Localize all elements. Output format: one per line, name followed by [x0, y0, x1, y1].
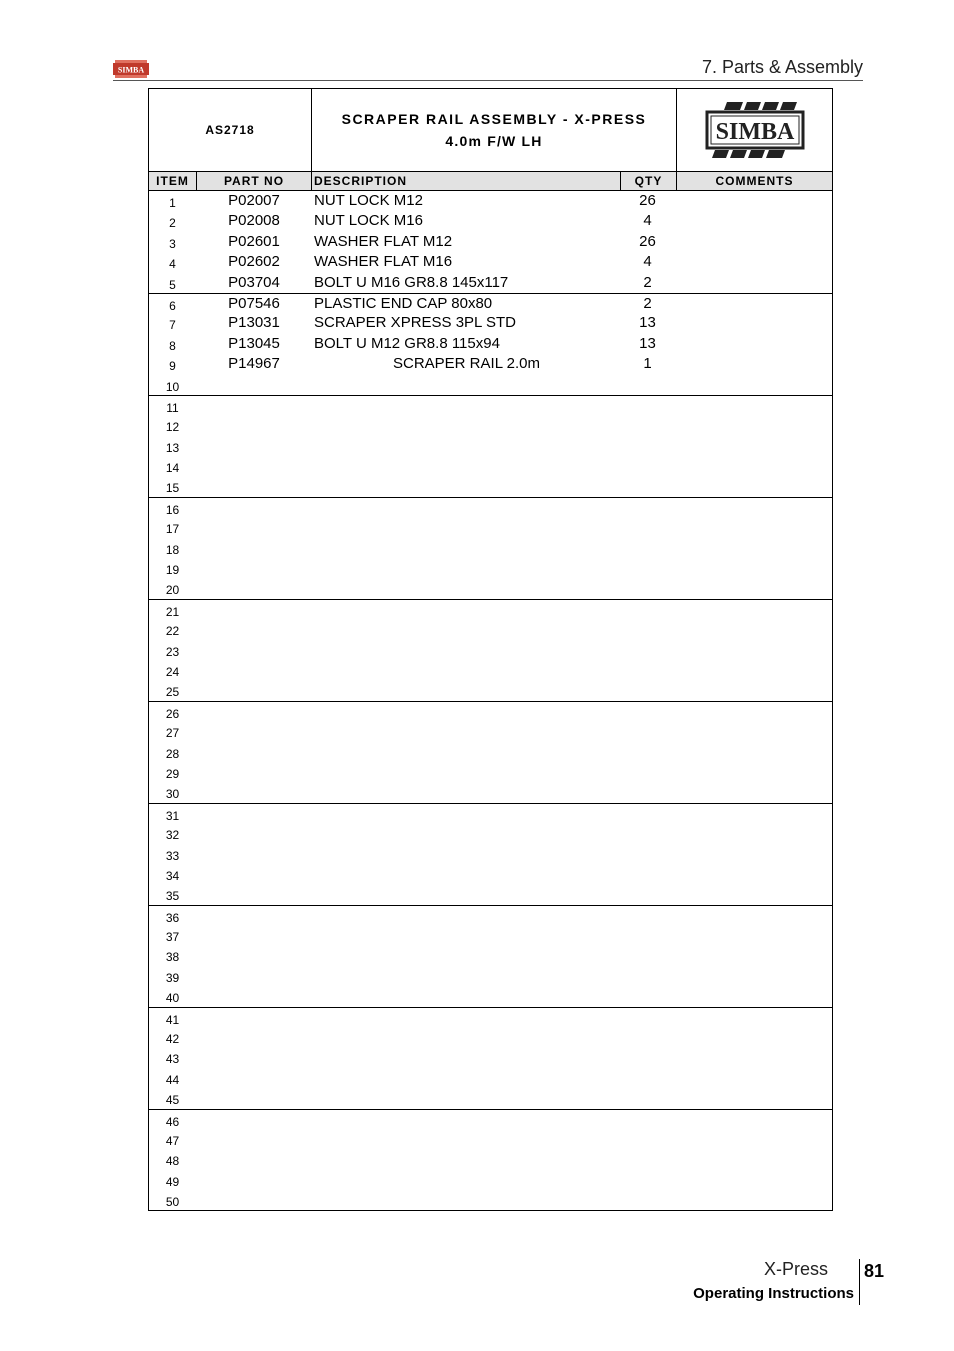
table-row: [149, 395, 832, 415]
row-part-number: [197, 680, 311, 700]
row-quantity: [620, 742, 675, 762]
row-quantity: 4: [643, 212, 652, 230]
row-quantity: [620, 538, 675, 558]
row-quantity: [620, 1110, 675, 1130]
row-item-number: 28: [165, 746, 180, 761]
table-row: [149, 844, 832, 864]
table-row: [149, 313, 832, 333]
row-part-number: [197, 945, 311, 965]
row-part-number: [197, 884, 311, 904]
row-part-number: [197, 498, 311, 518]
table-row: [149, 823, 832, 843]
row-item-number: 18: [165, 542, 180, 557]
row-description: [314, 782, 619, 802]
table-row: [149, 742, 832, 762]
row-item-number: 34: [165, 868, 180, 883]
row-item-number: 49: [165, 1174, 180, 1189]
row-quantity: [620, 1170, 675, 1190]
table-row: [149, 762, 832, 782]
row-item-number: 21: [165, 604, 180, 619]
page-number: 81: [859, 1259, 884, 1305]
row-part-number: [197, 517, 311, 537]
row-part-number: [197, 782, 311, 802]
row-quantity: [620, 945, 675, 965]
row-item-number: 36: [165, 910, 180, 925]
row-part-number: [197, 619, 311, 639]
row-quantity: [620, 619, 675, 639]
row-description: [314, 578, 619, 598]
table-row: [149, 905, 832, 925]
table-row: [149, 191, 832, 211]
row-item-number: 4: [169, 257, 176, 272]
row-description: [314, 1129, 619, 1149]
row-item-number: 14: [165, 461, 180, 476]
table-row: [149, 619, 832, 639]
row-item-number: 43: [165, 1052, 180, 1067]
table-row: [149, 456, 832, 476]
table-row: [149, 538, 832, 558]
row-part-number: [197, 456, 311, 476]
row-quantity: [620, 1008, 675, 1028]
row-item-number: 5: [169, 277, 176, 292]
row-description: [314, 906, 619, 926]
row-description: [314, 476, 619, 496]
row-part-number: [197, 640, 311, 660]
row-description: WASHER FLAT M16: [314, 253, 453, 271]
row-quantity: [620, 578, 675, 598]
row-description: [314, 1170, 619, 1190]
table-row: [149, 354, 832, 374]
table-row: [149, 1170, 832, 1190]
row-item-number: 24: [165, 664, 180, 679]
row-description: [314, 1088, 619, 1108]
row-quantity: [620, 884, 675, 904]
row-description: [314, 884, 619, 904]
row-quantity: [620, 966, 675, 986]
row-description: [314, 415, 619, 435]
row-description: PLASTIC END CAP 80x80: [314, 294, 493, 312]
row-description: BOLT U M16 GR8.8 145x117: [314, 273, 509, 291]
table-row: [149, 232, 832, 252]
row-description: [314, 436, 619, 456]
row-quantity: [620, 456, 675, 476]
row-item-number: 30: [165, 787, 180, 802]
row-quantity: [620, 762, 675, 782]
row-quantity: [620, 498, 675, 518]
row-part-number: [197, 762, 311, 782]
footer-subtitle: Operating Instructions: [693, 1285, 854, 1302]
row-part-number: [197, 986, 311, 1006]
row-part-number: [197, 415, 311, 435]
row-item-number: 8: [169, 338, 176, 353]
row-quantity: [620, 1149, 675, 1169]
row-part-number: [197, 476, 311, 496]
table-row: [149, 640, 832, 660]
row-item-number: 33: [165, 848, 180, 863]
row-part-number: [197, 660, 311, 680]
row-part-number: [197, 1008, 311, 1028]
row-quantity: [620, 640, 675, 660]
row-part-number: [197, 742, 311, 762]
row-item-number: 42: [165, 1032, 180, 1047]
table-row: [149, 680, 832, 700]
row-item-number: 15: [165, 481, 180, 496]
row-item-number: 12: [165, 420, 180, 435]
row-description: [314, 498, 619, 518]
row-description: [314, 1110, 619, 1130]
row-part-number: [197, 375, 311, 395]
table-row: [149, 1190, 832, 1210]
row-part-number: [197, 396, 311, 416]
row-item-number: 45: [165, 1093, 180, 1108]
row-part-number: [197, 538, 311, 558]
footer-product: X-Press: [763, 1259, 828, 1279]
row-description: BOLT U M12 GR8.8 115x94: [314, 334, 500, 352]
row-item-number: 38: [165, 950, 180, 965]
col-item-header: ITEM: [149, 172, 197, 190]
row-quantity: [620, 558, 675, 578]
table-row: [149, 252, 832, 272]
row-part-number: [197, 600, 311, 620]
row-part-number: P02008: [228, 212, 280, 230]
table-row: [149, 476, 832, 496]
table-row: [149, 334, 832, 354]
row-quantity: 13: [639, 314, 656, 332]
table-row: [149, 1068, 832, 1088]
table-row: [149, 1088, 832, 1108]
row-description: [314, 1047, 619, 1067]
row-description: [314, 396, 619, 416]
row-quantity: [620, 906, 675, 926]
row-quantity: [620, 1190, 675, 1210]
row-quantity: 26: [639, 192, 656, 209]
row-part-number: [197, 1129, 311, 1149]
row-item-number: 40: [165, 991, 180, 1006]
row-quantity: [620, 396, 675, 416]
row-quantity: [620, 415, 675, 435]
row-part-number: P02007: [228, 192, 280, 209]
row-description: NUT LOCK M16: [314, 212, 423, 230]
row-part-number: P03704: [228, 273, 280, 291]
table-row: [149, 1129, 832, 1149]
row-part-number: [197, 1110, 311, 1130]
row-description: [314, 558, 619, 578]
row-quantity: [620, 375, 675, 395]
row-part-number: [197, 1027, 311, 1047]
table-row: [149, 517, 832, 537]
row-item-number: 7: [169, 318, 176, 333]
row-item-number: 23: [165, 644, 180, 659]
row-item-number: 31: [165, 808, 180, 823]
row-quantity: [620, 823, 675, 843]
row-item-number: 11: [166, 400, 179, 415]
row-quantity: [620, 782, 675, 802]
row-description: [314, 538, 619, 558]
simba-logo-text: SIMBA: [715, 119, 794, 145]
table-row: [149, 415, 832, 435]
row-quantity: 2: [643, 294, 652, 312]
table-row: [149, 1109, 832, 1129]
row-item-number: 20: [165, 583, 180, 598]
row-quantity: [620, 660, 675, 680]
row-item-number: 22: [165, 624, 180, 639]
sheet-title-row: [149, 89, 832, 171]
row-description: [314, 945, 619, 965]
table-row: [149, 966, 832, 986]
row-item-number: 41: [165, 1012, 180, 1027]
row-item-number: 9: [169, 359, 176, 374]
table-row: [149, 578, 832, 598]
row-quantity: [620, 436, 675, 456]
row-quantity: [620, 680, 675, 700]
row-description: [314, 456, 619, 476]
row-quantity: 26: [639, 232, 656, 250]
row-item-number: 3: [169, 236, 176, 251]
row-part-number: P13045: [228, 334, 280, 352]
row-description: [314, 823, 619, 843]
row-description: [314, 966, 619, 986]
section-title: 7. Parts & Assembly: [701, 57, 863, 77]
table-row: [149, 1047, 832, 1067]
row-part-number: [197, 702, 311, 722]
row-item-number: 32: [165, 828, 180, 843]
row-item-number: 1: [169, 196, 176, 210]
row-part-number: P13031: [228, 314, 280, 332]
row-quantity: [620, 600, 675, 620]
row-description: [314, 1068, 619, 1088]
table-row: [149, 1149, 832, 1169]
row-description: [314, 864, 619, 884]
row-quantity: [620, 476, 675, 496]
row-part-number: [197, 925, 311, 945]
row-part-number: [197, 966, 311, 986]
row-part-number: [197, 823, 311, 843]
row-quantity: [620, 1129, 675, 1149]
row-quantity: 13: [639, 334, 656, 352]
row-part-number: P02602: [228, 253, 280, 271]
table-row: [149, 375, 832, 395]
row-item-number: 37: [165, 930, 180, 945]
assembly-title-line1: SCRAPER RAIL ASSEMBLY - X-PRESS: [341, 111, 647, 127]
assembly-code: AS2718: [149, 89, 312, 171]
row-description: [314, 680, 619, 700]
row-quantity: [620, 925, 675, 945]
row-quantity: 1: [643, 355, 652, 373]
row-quantity: [620, 986, 675, 1006]
row-item-number: 44: [165, 1072, 180, 1087]
row-description: [314, 986, 619, 1006]
col-part-header: PART NO: [197, 172, 312, 190]
row-description: [314, 925, 619, 945]
row-part-number: [197, 436, 311, 456]
table-row: [149, 660, 832, 680]
row-item-number: 27: [165, 726, 180, 741]
row-part-number: [197, 906, 311, 926]
column-header-row: [149, 171, 832, 191]
row-quantity: [620, 517, 675, 537]
row-description: [314, 844, 619, 864]
row-item-number: 6: [169, 298, 176, 313]
row-description: [314, 619, 619, 639]
row-item-number: 16: [165, 502, 180, 517]
row-description: WASHER FLAT M12: [314, 232, 453, 250]
row-description: [314, 517, 619, 537]
table-row: [149, 211, 832, 231]
row-item-number: 48: [165, 1154, 180, 1169]
row-description: [314, 1190, 619, 1210]
row-description: [314, 804, 619, 824]
row-quantity: [620, 844, 675, 864]
row-description: [314, 600, 619, 620]
row-item-number: 46: [165, 1114, 180, 1129]
col-qty-header: QTY: [620, 172, 677, 190]
row-part-number: [197, 1170, 311, 1190]
row-description: [314, 375, 619, 395]
table-row: [149, 986, 832, 1006]
table-row: [149, 803, 832, 823]
row-part-number: [197, 1068, 311, 1088]
row-part-number: [197, 864, 311, 884]
row-description: [314, 762, 619, 782]
row-item-number: 2: [169, 216, 176, 231]
row-part-number: [197, 844, 311, 864]
table-row: [149, 1027, 832, 1047]
table-row: [149, 558, 832, 578]
row-quantity: [620, 1047, 675, 1067]
table-row: [149, 497, 832, 517]
parts-rows: [149, 191, 832, 1211]
row-item-number: 10: [165, 379, 180, 394]
row-description: SCRAPER XPRESS 3PL STD: [314, 314, 517, 332]
row-description: [314, 742, 619, 762]
row-item-number: 19: [165, 563, 180, 578]
row-item-number: 17: [165, 522, 180, 537]
table-row: [149, 599, 832, 619]
row-part-number: [197, 1088, 311, 1108]
parts-sheet: [148, 88, 833, 1211]
row-quantity: [620, 864, 675, 884]
row-item-number: 29: [165, 766, 180, 781]
row-item-number: 35: [165, 889, 180, 904]
row-quantity: [620, 702, 675, 722]
header-divider: [113, 80, 863, 81]
row-part-number: P07546: [228, 294, 280, 312]
row-part-number: [197, 578, 311, 598]
table-row: [149, 273, 832, 293]
table-row: [149, 884, 832, 904]
table-row: [149, 1007, 832, 1027]
row-description: [314, 702, 619, 722]
row-part-number: P14967: [228, 355, 280, 373]
table-row: [149, 945, 832, 965]
simba-small-logo-icon: [113, 60, 149, 78]
simba-small-logo-text: SIMBA: [117, 65, 145, 75]
row-quantity: [620, 804, 675, 824]
row-item-number: 13: [165, 440, 180, 455]
row-part-number: [197, 1190, 311, 1210]
row-item-number: 39: [165, 970, 180, 985]
row-part-number: [197, 804, 311, 824]
row-quantity: [620, 1088, 675, 1108]
row-item-number: 25: [165, 685, 180, 700]
row-description: [314, 640, 619, 660]
col-comments-header: COMMENTS: [715, 174, 794, 188]
table-row: [149, 782, 832, 802]
table-row: [149, 436, 832, 456]
row-description: [314, 1149, 619, 1169]
row-quantity: 2: [643, 273, 652, 291]
simba-logo-icon: [705, 98, 805, 162]
row-part-number: [197, 721, 311, 741]
row-item-number: 50: [165, 1195, 180, 1210]
table-row: [149, 721, 832, 741]
row-quantity: 4: [643, 253, 652, 271]
row-description: [314, 1027, 619, 1047]
row-item-number: 26: [165, 706, 180, 721]
table-row: [149, 925, 832, 945]
assembly-title-line2: 4.0m F/W LH: [445, 133, 543, 149]
table-row: [149, 293, 832, 313]
col-desc-header: DESCRIPTION: [314, 174, 408, 188]
row-quantity: [620, 1027, 675, 1047]
row-quantity: [620, 1068, 675, 1088]
row-part-number: [197, 1149, 311, 1169]
row-item-number: 47: [165, 1133, 180, 1148]
table-row: [149, 864, 832, 884]
assembly-title: [312, 89, 677, 171]
row-description: NUT LOCK M12: [314, 192, 423, 209]
row-description: [314, 1008, 619, 1028]
table-row: [149, 701, 832, 721]
row-quantity: [620, 721, 675, 741]
row-description: [314, 660, 619, 680]
row-part-number: [197, 558, 311, 578]
simba-logo-cell: [677, 89, 832, 171]
row-part-number: P02601: [228, 232, 280, 250]
row-description: SCRAPER RAIL 2.0m: [393, 355, 540, 373]
row-description: [314, 721, 619, 741]
row-part-number: [197, 1047, 311, 1067]
